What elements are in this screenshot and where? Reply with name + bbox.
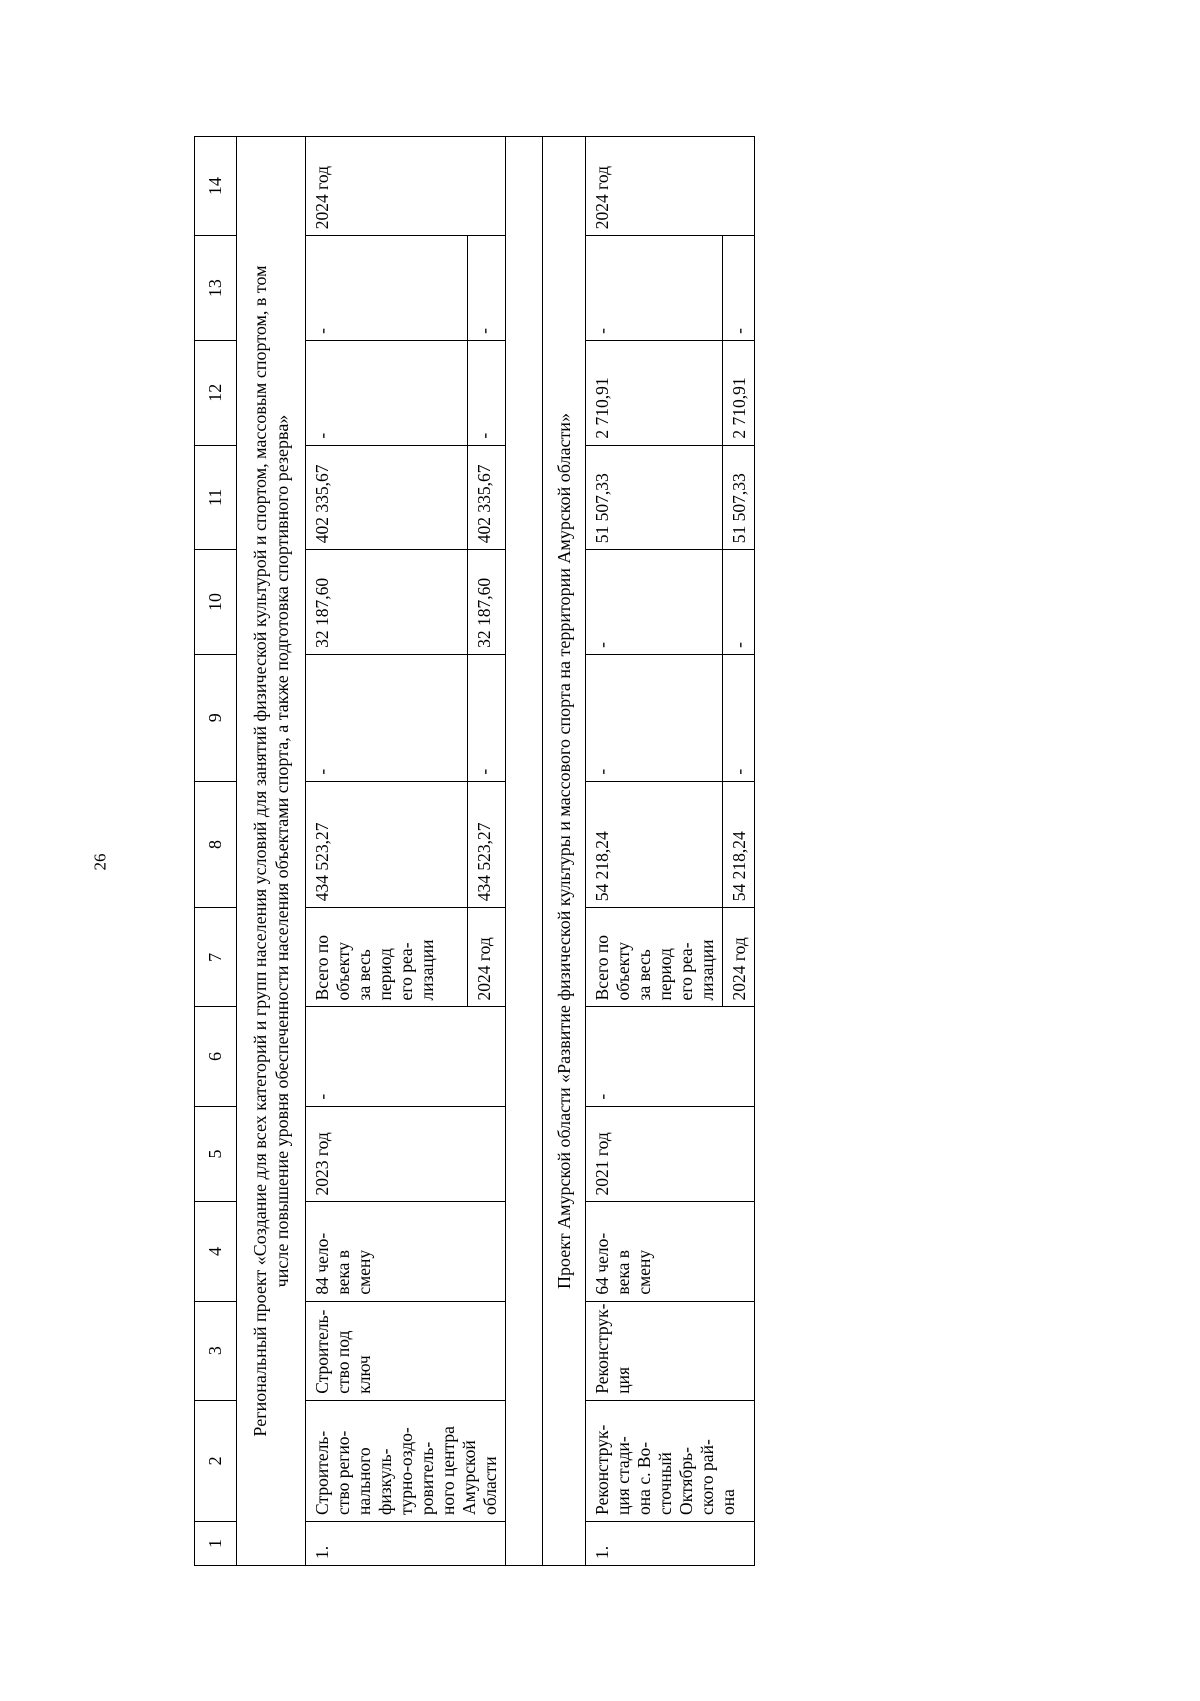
section1-total-row	[306, 137, 468, 1566]
s1-c4-line: века в	[333, 1250, 353, 1295]
s1-year-c8: 434 523,27	[468, 781, 506, 908]
s1-c2	[306, 1400, 506, 1521]
s1-c3-line: ство под	[333, 1330, 353, 1394]
s2-total-c9: -	[586, 654, 723, 781]
s1-total-c7-line: лизации	[417, 939, 437, 1001]
col-header-1: 1	[195, 1521, 237, 1565]
s2-c2-line: она	[718, 1489, 738, 1515]
s2-total-c7-line: Всего по	[592, 935, 612, 1001]
s2-year-c12: 2 710,91	[723, 340, 755, 445]
s1-total-c7-line: объекту	[333, 941, 353, 1001]
s1-year-c12: -	[468, 340, 506, 445]
section2-total-row	[586, 137, 723, 1566]
s2-c2-line: сточный	[655, 1452, 675, 1515]
s1-c2-line: физкуль-	[375, 1448, 395, 1515]
s1-c3	[306, 1301, 506, 1400]
s1-c2-line: ство регио-	[333, 1430, 353, 1515]
s2-c3-line: ция	[613, 1366, 633, 1394]
s1-total-c13: -	[306, 236, 468, 341]
s1-c2-line: ного центра	[438, 1426, 458, 1515]
col-header-5: 5	[195, 1106, 237, 1202]
section1-title-line2: числе повышение уровня обеспеченности населения объектами спорта, а также подготовка спортивного резерва»	[272, 414, 292, 1288]
s1-c2-line: Строитель-	[312, 1430, 332, 1515]
page-number: 26	[90, 853, 110, 871]
s1-c3-line: ключ	[354, 1355, 374, 1394]
s1-total-c11: 402 335,67	[306, 445, 468, 550]
s2-c4-line: смену	[634, 1249, 654, 1295]
s2-c2-line: ция стади-	[613, 1436, 633, 1515]
section1-title	[237, 137, 306, 1566]
section2-title: Проект Амурской области «Развитие физической культуры и массового спорта на территории Амурской области»	[543, 137, 586, 1566]
col-header-14: 14	[195, 137, 237, 236]
s2-year-c8: 54 218,24	[723, 781, 755, 908]
s2-c2-line: Реконструк-	[592, 1424, 612, 1515]
s1-total-c12: -	[306, 340, 468, 445]
s1-c4-line: 84 чело-	[312, 1232, 332, 1295]
header-row	[195, 137, 237, 1566]
s1-c5: 2023 год	[306, 1106, 506, 1202]
s1-year-c11: 402 335,67	[468, 445, 506, 550]
s1-total-c9: -	[306, 654, 468, 781]
s1-c2-line: Амурской	[459, 1440, 479, 1515]
s2-c5: 2021 год	[586, 1106, 755, 1202]
section-title-row	[543, 137, 586, 1566]
s1-c2-line: области	[480, 1456, 500, 1515]
s1-c6: -	[306, 1007, 506, 1106]
s2-total-c13: -	[586, 236, 723, 341]
s2-c2-line: она с. Во-	[634, 1441, 654, 1515]
s2-c4	[586, 1202, 755, 1301]
spacer-cell	[506, 137, 543, 1566]
s2-c4-line: века в	[613, 1250, 633, 1295]
s1-c4-line: смену	[354, 1249, 374, 1295]
section1-title-line1: Региональный проект «Создание для всех категорий и групп населения условий для занятий физической культурой и спортом, массовым спортом, в том	[250, 265, 270, 1437]
s2-total-c7-line: за весь	[634, 949, 654, 1001]
s2-c3	[586, 1301, 755, 1400]
s2-c2	[586, 1400, 755, 1521]
s2-total-c12: 2 710,91	[586, 340, 723, 445]
s1-year-c13: -	[468, 236, 506, 341]
s2-c4-line: 64 чело-	[592, 1232, 612, 1295]
col-header-3: 3	[195, 1301, 237, 1400]
col-header-10: 10	[195, 550, 237, 655]
s1-c3-line: Строитель-	[312, 1309, 332, 1394]
s2-c6: -	[586, 1007, 755, 1106]
s1-c2-line: ровитель-	[417, 1441, 437, 1515]
s2-total-c11: 51 507,33	[586, 445, 723, 550]
s1-c1: 1.	[306, 1521, 506, 1565]
col-header-8: 8	[195, 781, 237, 908]
s1-c2-line: турно-оздо-	[396, 1427, 416, 1515]
s2-year-c10: -	[723, 550, 755, 655]
s1-total-c7-line: за весь	[354, 949, 374, 1001]
s2-c2-line: ского рай-	[697, 1439, 717, 1515]
col-header-11: 11	[195, 445, 237, 550]
col-header-12: 12	[195, 340, 237, 445]
s1-year-c7: 2024 год	[468, 908, 506, 1007]
s1-c4	[306, 1202, 506, 1301]
s2-total-c7-line: период	[655, 948, 675, 1001]
s1-c14: 2024 год	[306, 137, 506, 236]
col-header-13: 13	[195, 236, 237, 341]
s1-total-c10: 32 187,60	[306, 550, 468, 655]
s1-c2-line: нального	[354, 1447, 374, 1515]
s1-total-c7-line: период	[375, 948, 395, 1001]
s1-year-c9: -	[468, 654, 506, 781]
s1-total-c7	[306, 908, 468, 1007]
s2-year-c9: -	[723, 654, 755, 781]
s2-total-c7-line: лизации	[697, 939, 717, 1001]
s2-c14: 2024 год	[586, 137, 755, 236]
s2-year-c11: 51 507,33	[723, 445, 755, 550]
col-header-4: 4	[195, 1202, 237, 1301]
s1-total-c8: 434 523,27	[306, 781, 468, 908]
s2-total-c7	[586, 908, 723, 1007]
s2-c3-line: Реконструк-	[592, 1303, 612, 1394]
col-header-6: 6	[195, 1007, 237, 1106]
col-header-7: 7	[195, 908, 237, 1007]
s2-total-c7-line: объекту	[613, 941, 633, 1001]
s2-total-c10: -	[586, 550, 723, 655]
s2-c1: 1.	[586, 1521, 755, 1565]
section-title-row	[237, 137, 306, 1566]
s1-total-c7-line: его реа-	[396, 942, 416, 1001]
col-header-2: 2	[195, 1400, 237, 1521]
s2-year-c7: 2024 год	[723, 908, 755, 1007]
s1-year-c10: 32 187,60	[468, 550, 506, 655]
s1-total-c7-line: Всего по	[312, 935, 332, 1001]
col-header-9: 9	[195, 654, 237, 781]
budget-table	[194, 136, 755, 1566]
spacer-row	[506, 137, 543, 1566]
s2-year-c13: -	[723, 236, 755, 341]
s2-total-c8: 54 218,24	[586, 781, 723, 908]
rotated-table-container	[194, 136, 804, 1566]
s2-c2-line: Октябрь-	[676, 1447, 696, 1515]
s2-total-c7-line: его реа-	[676, 942, 696, 1001]
